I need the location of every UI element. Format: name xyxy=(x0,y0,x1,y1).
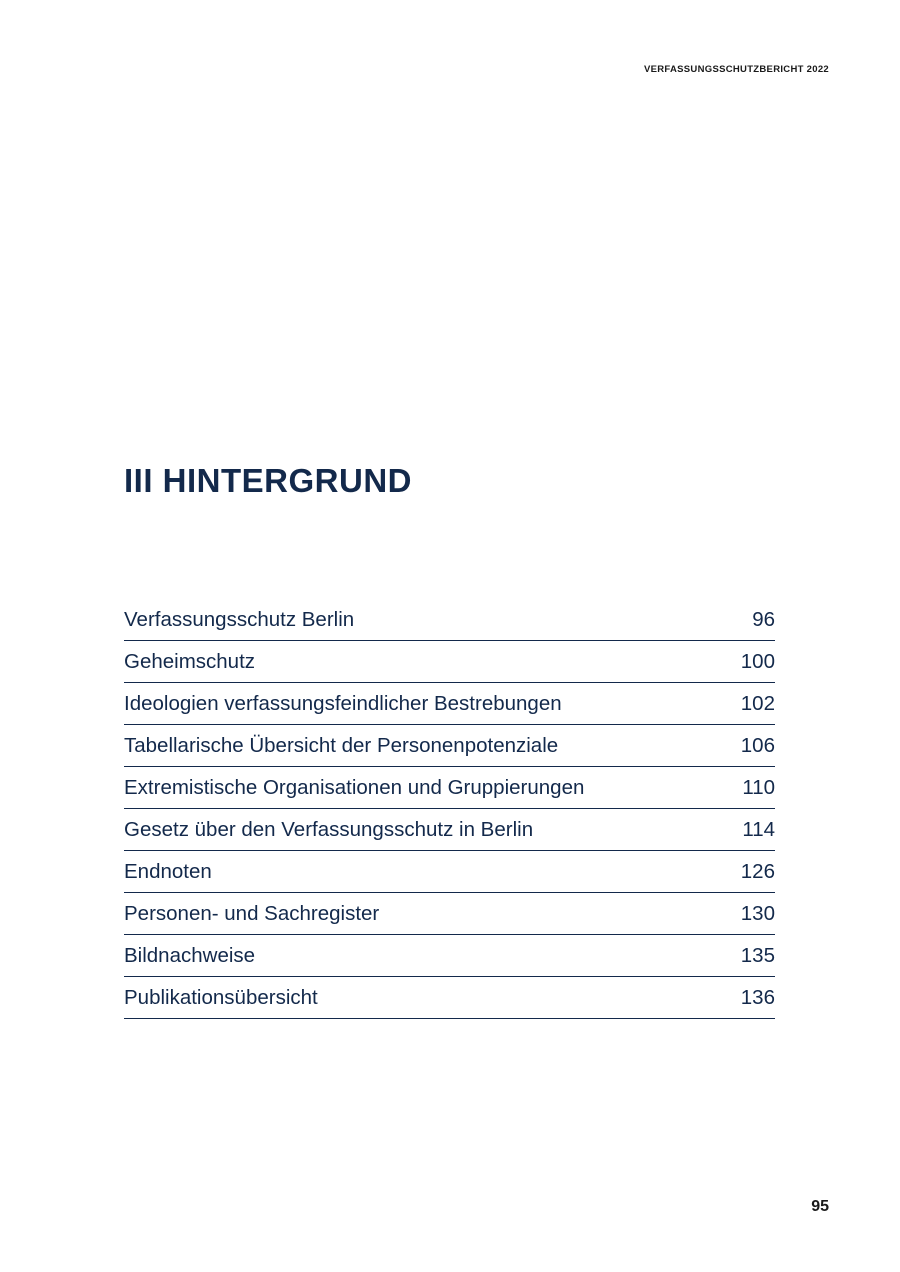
toc-entry-register[interactable] xyxy=(124,893,775,935)
toc-entry-page: 126 xyxy=(740,859,775,883)
toc-entry-personenpotenziale[interactable] xyxy=(124,725,775,767)
toc-entry-page: 110 xyxy=(742,775,775,799)
toc-entry-label: Endnoten xyxy=(124,859,212,883)
toc-entry-geheimschutz[interactable] xyxy=(124,641,775,683)
toc-entry-label: Personen- und Sachregister xyxy=(124,901,380,925)
toc-entry-label: Ideologien verfassungsfeindlicher Bestrebungen xyxy=(124,691,562,715)
toc-entry-verfassungsschutz-berlin[interactable] xyxy=(124,599,775,641)
toc-entry-page: 114 xyxy=(742,817,775,841)
toc-entry-page: 136 xyxy=(740,985,775,1009)
toc-entry-label: Geheimschutz xyxy=(124,649,256,673)
toc-entry-label: Tabellarische Übersicht der Personenpotenziale xyxy=(124,733,559,757)
toc-entry-publikationsuebersicht[interactable] xyxy=(124,977,775,1019)
toc-entry-page: 106 xyxy=(740,733,775,757)
toc-entry-label: Bildnachweise xyxy=(124,943,256,967)
toc-entry-page: 96 xyxy=(752,607,775,631)
running-header: VERFASSUNGSSCHUTZBERICHT 2022 xyxy=(643,64,829,75)
toc-entry-gesetz[interactable] xyxy=(124,809,775,851)
toc-entry-endnoten[interactable] xyxy=(124,851,775,893)
page-number: 95 xyxy=(811,1198,829,1215)
toc-entry-page: 130 xyxy=(740,901,775,925)
toc-entry-label: Extremistische Organisationen und Gruppierungen xyxy=(124,775,585,799)
toc-entry-label: Gesetz über den Verfassungsschutz in Berlin xyxy=(124,817,534,841)
table-of-contents xyxy=(124,599,775,1019)
toc-entry-page: 135 xyxy=(740,943,775,967)
toc-entry-ideologien[interactable] xyxy=(124,683,775,725)
toc-entry-label: Publikationsübersicht xyxy=(124,985,318,1009)
toc-entry-organisationen[interactable] xyxy=(124,767,775,809)
toc-entry-bildnachweise[interactable] xyxy=(124,935,775,977)
toc-entry-label: Verfassungsschutz Berlin xyxy=(124,607,355,631)
toc-entry-page: 100 xyxy=(740,649,775,673)
chapter-title: III HINTERGRUND xyxy=(124,462,412,499)
toc-entry-page: 102 xyxy=(740,691,775,715)
